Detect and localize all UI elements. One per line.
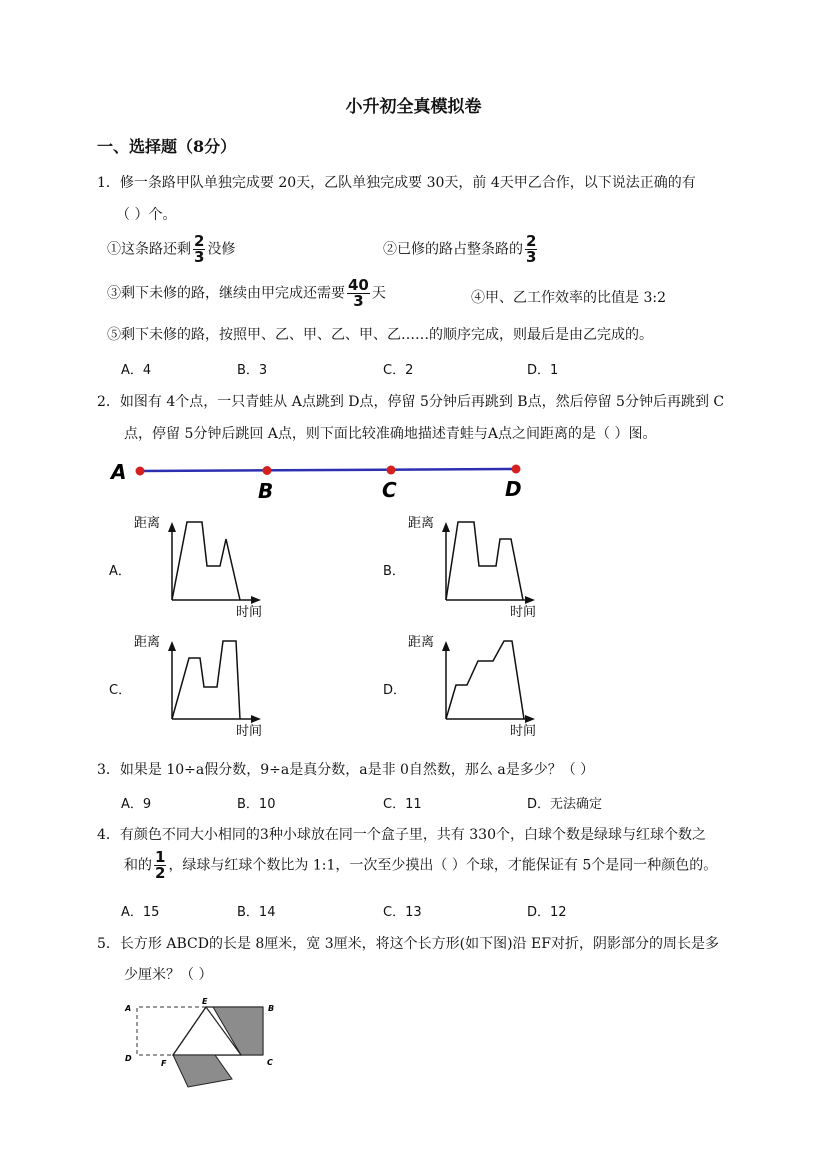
q1-statement-1: [107, 234, 235, 265]
q4-stem-line2: [124, 850, 717, 881]
q2-option-a-label: A．: [109, 564, 131, 579]
graph-xlabel: 时间: [510, 724, 537, 739]
q2-option-c-label: C．: [109, 683, 132, 698]
graph-b: [404, 510, 554, 622]
q1-s3-pre: ③剩下未修的路，继续由甲完成还需要: [107, 285, 345, 302]
label-f: F: [161, 1059, 167, 1068]
fraction: $\frac{2}{3}$: [526, 232, 537, 266]
q2-stem-line2: 点，停留 5分钟后跳回 A点，则下面比较准确地描述青蛙与A点之间距离的是（ ）图。: [124, 426, 657, 442]
fraction: $\frac{2}{3}$: [194, 232, 205, 266]
q1-s1-pre: ①这条路还剩: [107, 241, 191, 258]
point-c-label: C: [382, 478, 397, 502]
graph-xlabel: 时间: [236, 724, 263, 739]
graph-ylabel: 距离: [134, 516, 161, 531]
q1-option-a: A．4: [121, 363, 152, 378]
point-b-dot: [263, 466, 272, 475]
graph-d: [404, 629, 554, 741]
graph-xlabel: 时间: [510, 605, 537, 620]
q4-option-a: A．15: [121, 905, 160, 920]
q2-option-d-label: D．: [383, 683, 407, 698]
point-line-figure: [100, 455, 540, 505]
point-d-dot: [512, 465, 521, 474]
point-a-dot: [136, 467, 145, 476]
q1-s2-pre: ②已修的路占整条路的: [383, 241, 523, 258]
q3-option-d: D．无法确定: [527, 797, 603, 812]
label-a: A: [125, 1004, 132, 1013]
label-c: C: [267, 1058, 273, 1067]
q1-option-d: D．1: [527, 363, 559, 378]
graph-xlabel: 时间: [236, 605, 263, 620]
q4-option-b: B．14: [237, 905, 276, 920]
label-e: E: [202, 997, 208, 1006]
q1-statement-3: [107, 278, 386, 309]
page-title: 小升初全真模拟卷: [345, 97, 482, 117]
q3-option-a: A．9: [121, 797, 152, 812]
fraction: $\frac{1}{2}$: [155, 848, 166, 882]
graph-ylabel: 距离: [408, 516, 435, 531]
q1-stem-line2: （ ）个。: [116, 207, 177, 223]
q4-post: ，绿球与红球个数比为 1:1，一次至少摸出（ ）个球，才能保证有 5个是同一种颜色的。: [168, 857, 718, 874]
graph-ylabel: 距离: [408, 635, 435, 650]
q1-s1-post: 没修: [207, 241, 236, 258]
q3-option-c: C．11: [383, 797, 422, 812]
point-d-label: D: [505, 477, 522, 501]
fraction: $\frac{40}{3}$: [348, 276, 369, 310]
q4-stem-line1: 4．有颜色不同大小相同的3种小球放在同一个盒子里，共有 330个，白球个数是绿球与红球个数之: [97, 827, 706, 843]
q1-option-b: B．3: [237, 363, 268, 378]
q5-stem-line1: 5．长方形 ABCD的长是 8厘米，宽 3厘米，将这个长方形(如下图)沿 EF对折，阴影部分的周长是多: [97, 936, 719, 952]
graph-ylabel: 距离: [134, 635, 161, 650]
label-b: B: [268, 1004, 275, 1013]
folded-rectangle-figure: [115, 995, 290, 1095]
graph-a: [130, 510, 280, 622]
q4-option-d: D．12: [527, 905, 567, 920]
q1-option-c: C．2: [383, 363, 414, 378]
q1-statement-2: [383, 234, 539, 265]
q1-s3-post: 天: [371, 285, 386, 302]
point-b-label: B: [258, 479, 274, 503]
point-c-dot: [387, 466, 396, 475]
q3-stem: 3．如果是 10÷a假分数，9÷a是真分数，a是非 0自然数，那么 a是多少？（ ）: [97, 762, 595, 778]
point-a-label: A: [111, 460, 127, 484]
q3-option-b: B．10: [237, 797, 276, 812]
q1-statement-5: ⑤剩下未修的路，按照甲、乙、甲、乙、甲、乙……的顺序完成，则最后是由乙完成的。: [107, 327, 653, 343]
q2-stem-line1: 2．如图有 4个点，一只青蛙从 A点跳到 D点，停留 5分钟后再跳到 B点，然后停留 5分钟后再跳到 C: [97, 394, 725, 410]
q4-pre: 和的: [124, 857, 152, 874]
q5-stem-line2: 少厘米？（ ）: [124, 967, 213, 983]
q1-statement-4: ④甲、乙工作效率的比值是 3:2: [471, 290, 666, 306]
q1-stem-line1: 1．修一条路甲队单独完成要 20天，乙队单独完成要 30天，前 4天甲乙合作，以下说法正确的有: [97, 175, 696, 191]
label-d: D: [125, 1054, 132, 1063]
section-heading: 一、选择题（8分）: [97, 137, 237, 156]
q2-option-b-label: B．: [383, 564, 405, 579]
q4-option-c: C．13: [383, 905, 422, 920]
graph-c: [130, 629, 280, 741]
